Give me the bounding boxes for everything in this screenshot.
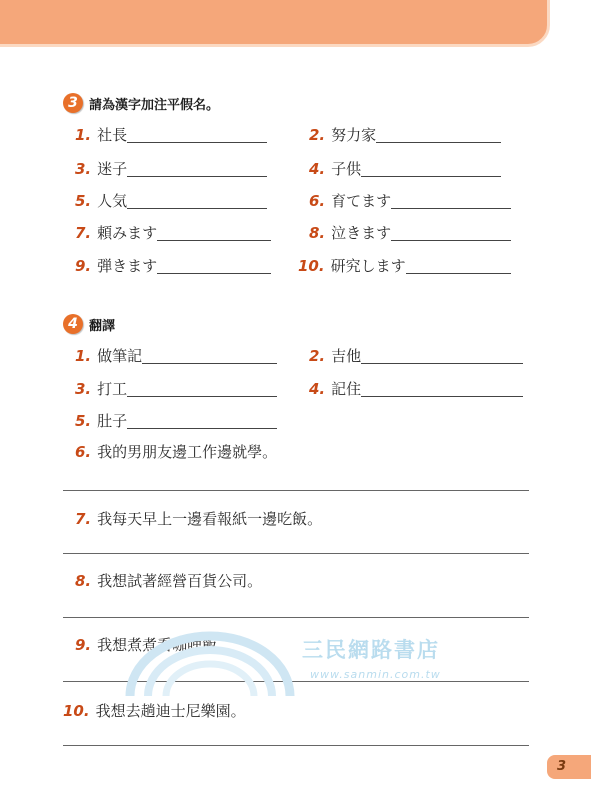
answer-line[interactable] <box>63 553 529 554</box>
answer-blank[interactable] <box>361 378 523 397</box>
s3-item-6 <box>309 190 511 212</box>
item-word: 迷子 <box>97 160 128 178</box>
item-number: 4. <box>309 160 326 178</box>
s4-item-10 <box>63 700 246 722</box>
answer-blank[interactable] <box>127 190 267 209</box>
item-number: 5. <box>75 192 92 210</box>
item-sentence: 我想煮煮看咖哩飯。 <box>97 636 233 654</box>
s3-item-5 <box>75 190 267 212</box>
item-number: 9. <box>75 257 92 275</box>
section-4-header <box>63 314 115 334</box>
item-word: 子供 <box>331 160 362 178</box>
item-number: 6. <box>75 443 92 461</box>
answer-blank[interactable] <box>157 222 271 241</box>
answer-blank[interactable] <box>391 222 511 241</box>
item-word: 做筆記 <box>97 347 143 365</box>
page-number: 3 <box>547 755 591 779</box>
section-3-badge: 3 <box>63 93 83 113</box>
answer-blank[interactable] <box>127 124 267 143</box>
item-number: 10. <box>298 257 325 275</box>
answer-blank[interactable] <box>391 190 511 209</box>
answer-blank[interactable] <box>142 345 277 364</box>
item-number: 2. <box>309 126 326 144</box>
item-number: 4. <box>309 380 326 398</box>
item-word: 泣きます <box>331 224 392 242</box>
watermark-name: 三民網路書店 <box>302 637 440 662</box>
s3-item-3 <box>75 158 267 180</box>
item-sentence: 我想試著經營百貨公司。 <box>97 572 263 590</box>
answer-blank[interactable] <box>157 255 271 274</box>
item-number: 1. <box>75 347 92 365</box>
item-number: 5. <box>75 412 92 430</box>
item-number: 9. <box>75 636 92 654</box>
item-word: 研究します <box>330 257 406 275</box>
item-number: 8. <box>309 224 326 242</box>
item-number: 6. <box>309 192 326 210</box>
s3-item-1 <box>75 124 267 146</box>
answer-blank[interactable] <box>127 378 277 397</box>
answer-blank[interactable] <box>127 410 277 429</box>
section-3-title: 請為漢字加注平假名。 <box>89 97 220 113</box>
section-4-title: 翻譯 <box>89 318 116 334</box>
s3-item-10 <box>298 255 511 277</box>
answer-blank[interactable] <box>127 158 267 177</box>
answer-line[interactable] <box>63 617 529 618</box>
item-number: 3. <box>75 160 92 178</box>
s4-item-2 <box>309 345 523 367</box>
item-number: 2. <box>309 347 326 365</box>
s4-item-9 <box>75 634 232 656</box>
s4-item-7 <box>75 508 322 530</box>
item-word: 人気 <box>97 192 128 210</box>
s4-item-3 <box>75 378 277 400</box>
item-number: 8. <box>75 572 92 590</box>
item-sentence: 我的男朋友邊工作邊就學。 <box>97 443 278 461</box>
item-sentence: 我每天早上一邊看報紙一邊吃飯。 <box>97 510 323 528</box>
answer-blank[interactable] <box>361 345 523 364</box>
section-3-header <box>63 93 219 113</box>
item-number: 7. <box>75 510 92 528</box>
s3-item-4 <box>309 158 501 180</box>
item-word: 記住 <box>331 380 362 398</box>
answer-line[interactable] <box>63 745 529 746</box>
s3-item-2 <box>309 124 501 146</box>
item-number: 7. <box>75 224 92 242</box>
s3-item-9 <box>75 255 271 277</box>
s4-item-6 <box>75 441 277 463</box>
item-word: 肚子 <box>97 412 128 430</box>
answer-blank[interactable] <box>361 158 501 177</box>
s4-item-5 <box>75 410 277 432</box>
item-word: 頼みます <box>97 224 158 242</box>
s4-item-8 <box>75 570 262 592</box>
item-sentence: 我想去趟迪士尼樂園。 <box>95 702 246 720</box>
answer-blank[interactable] <box>406 255 511 274</box>
answer-blank[interactable] <box>376 124 501 143</box>
answer-line[interactable] <box>63 490 529 491</box>
item-word: 吉他 <box>331 347 362 365</box>
item-number: 3. <box>75 380 92 398</box>
item-number: 1. <box>75 126 92 144</box>
s3-item-8 <box>309 222 511 244</box>
s4-item-1 <box>75 345 277 367</box>
s3-item-7 <box>75 222 271 244</box>
item-word: 打工 <box>97 380 128 398</box>
section-4-badge: 4 <box>63 314 83 334</box>
item-word: 育てます <box>331 192 392 210</box>
s4-item-4 <box>309 378 523 400</box>
top-banner <box>0 0 550 47</box>
item-number: 10. <box>63 702 90 720</box>
item-word: 社長 <box>97 126 128 144</box>
item-word: 弾きます <box>97 257 158 275</box>
watermark-url: www.sanmin.com.tw <box>310 668 441 681</box>
answer-line[interactable] <box>63 681 529 682</box>
item-word: 努力家 <box>331 126 377 144</box>
